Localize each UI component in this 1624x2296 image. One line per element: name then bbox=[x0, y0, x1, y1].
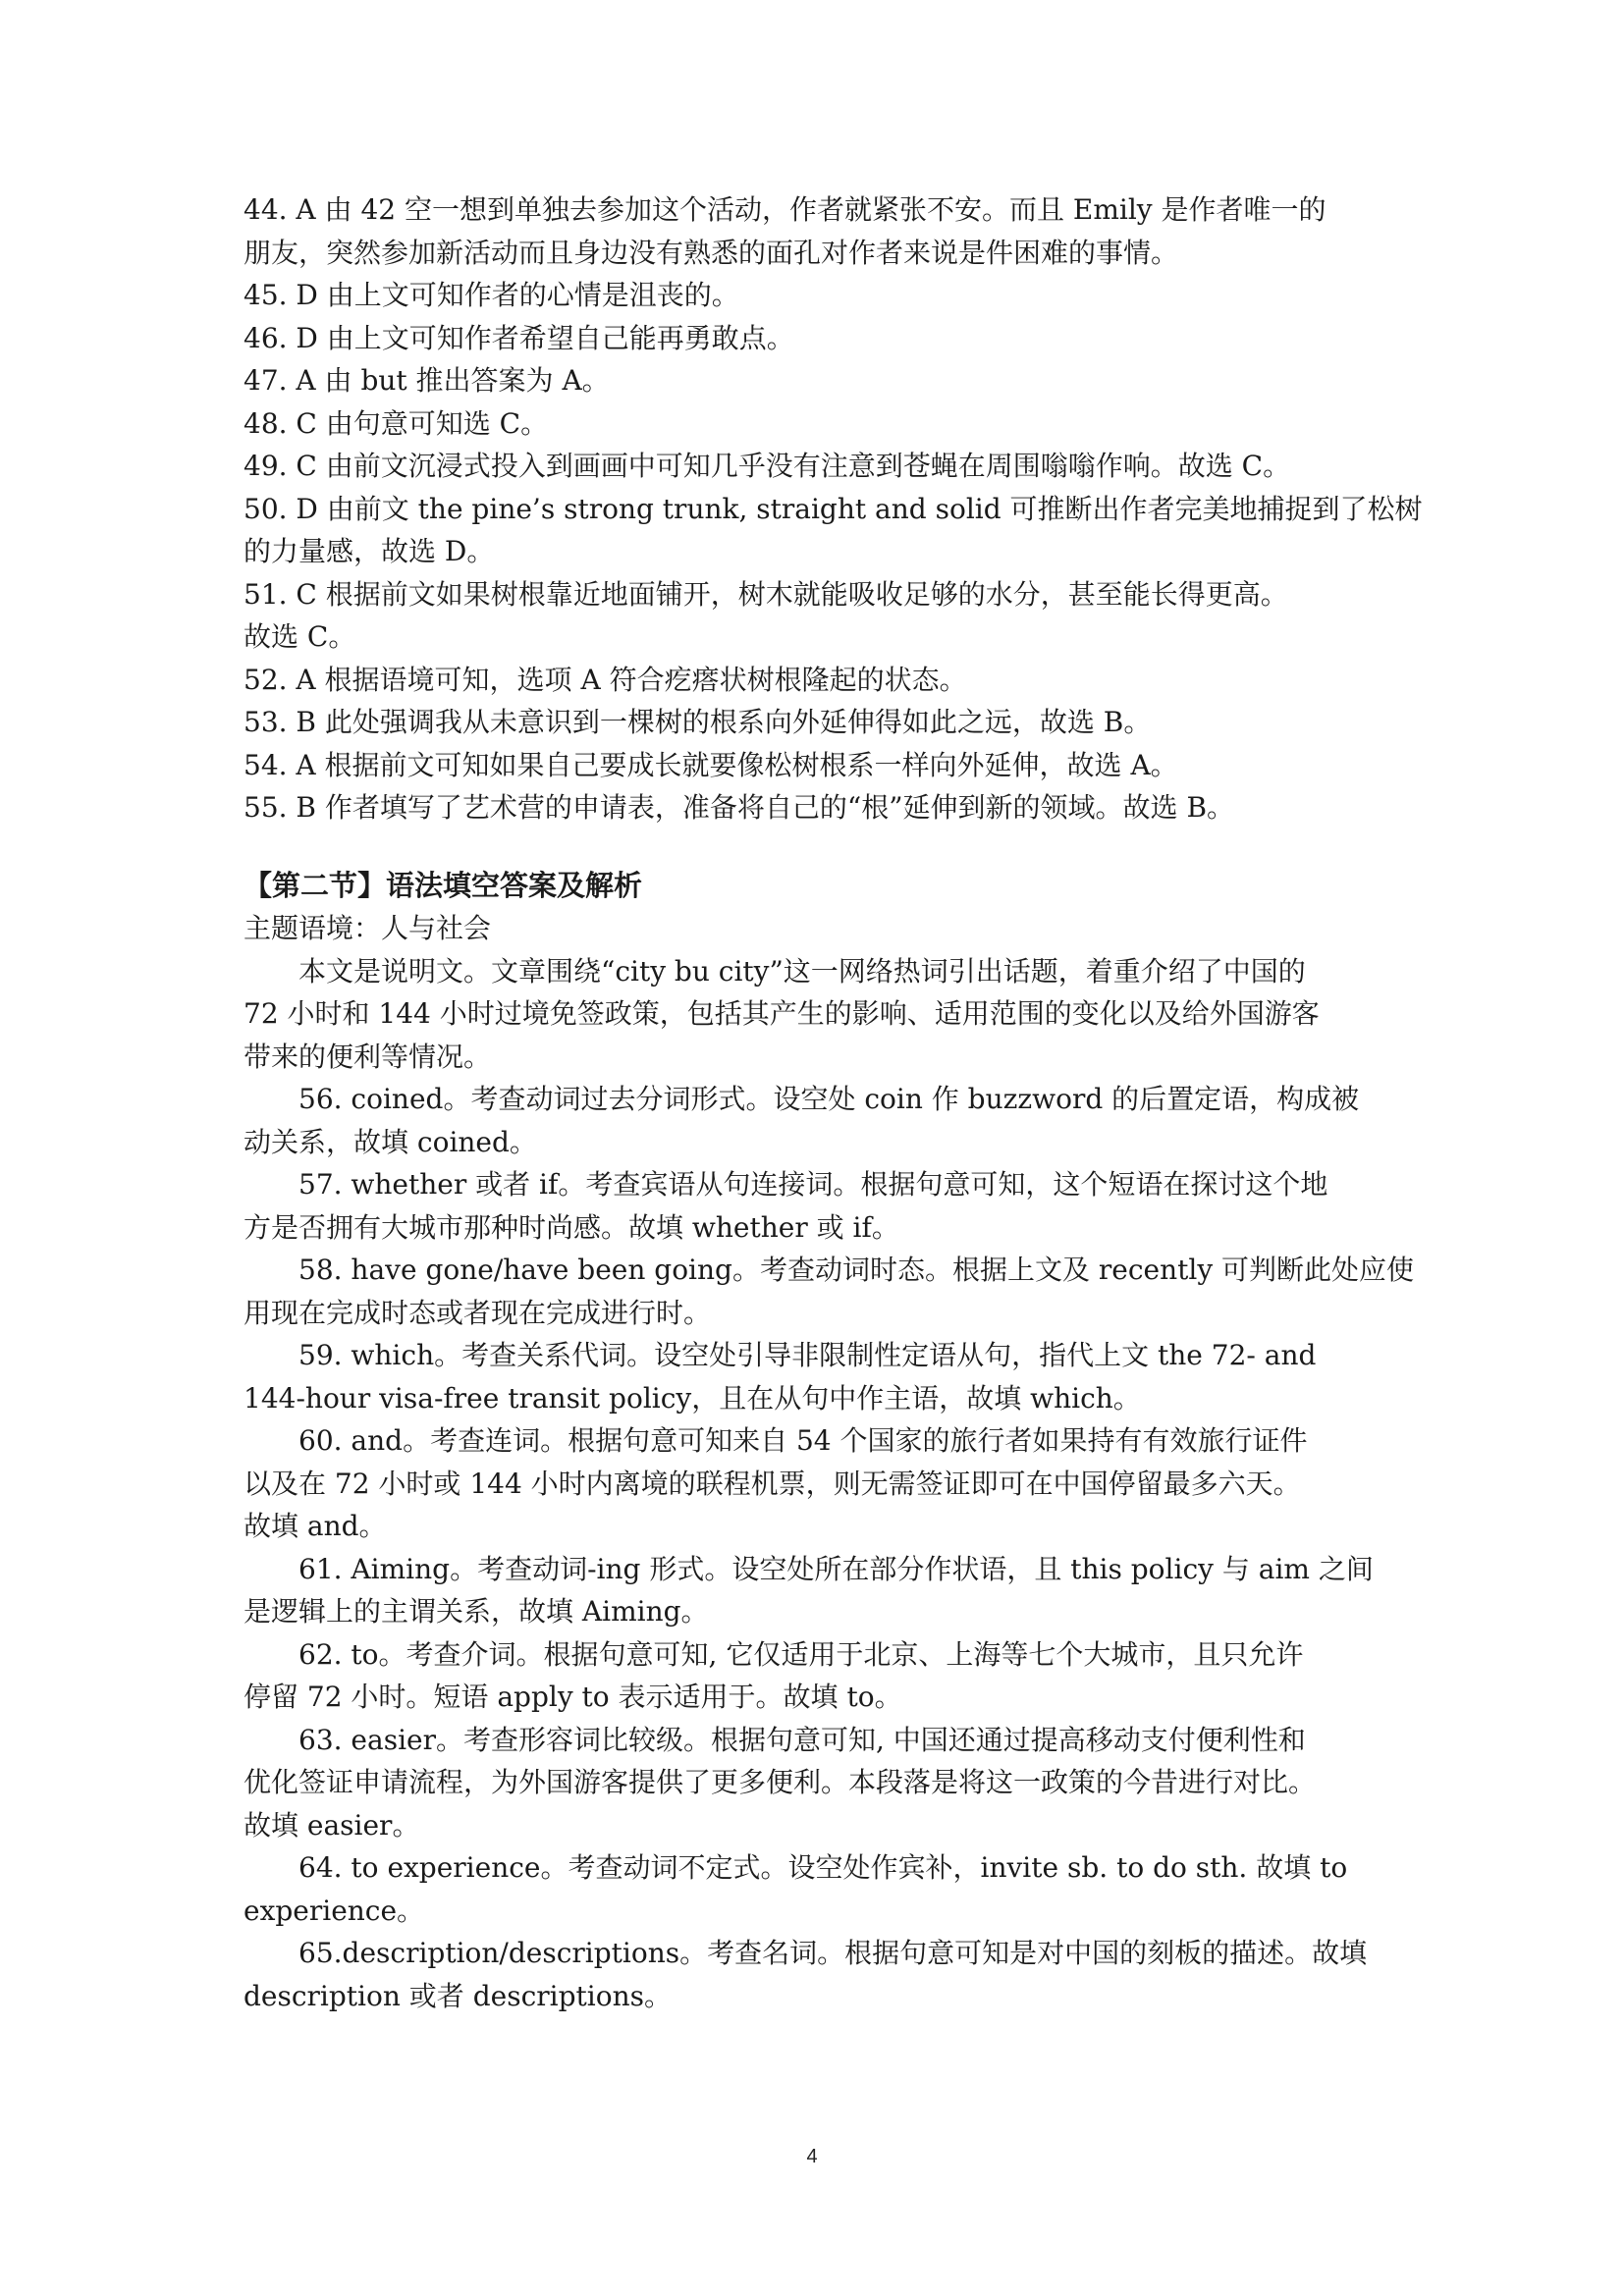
grammar-item-56 bbox=[244, 1078, 1392, 1163]
page-content bbox=[244, 188, 1423, 2017]
grammar-line: 58. have gone/have been going。考查动词时态。根据上文及 recently 可判断此处应使 bbox=[298, 1254, 1415, 1286]
answer-item-54 bbox=[244, 744, 1392, 787]
grammar-line: 停留 72 小时。短语 apply to 表示适用于。故填 to。 bbox=[244, 1681, 902, 1713]
grammar-line: 方是否拥有大城市那种时尚感。故填 whether 或 if。 bbox=[244, 1210, 899, 1244]
answer-line: 45. D 由上文可知作者的心情是沮丧的。 bbox=[244, 279, 739, 311]
grammar-line: 56. coined。考查动词过去分词形式。设空处 coin 作 buzzword 的后置定语，构成被 bbox=[298, 1083, 1360, 1115]
answer-line: 53. B 此处强调我从未意识到一棵树的根系向外延伸得如此之远，故选 B。 bbox=[244, 706, 1152, 738]
theme-line: 主题语境：人与社会 bbox=[244, 912, 492, 944]
grammar-line: 57. whether 或者 if。考查宾语从句连接词。根据句意可知，这个短语在探讨这个地 bbox=[298, 1168, 1328, 1201]
grammar-item-64 bbox=[244, 1846, 1392, 1932]
grammar-line: 故填 easier。 bbox=[244, 1808, 420, 1842]
answer-item-45 bbox=[244, 274, 1392, 317]
answer-line: 47. A 由 but 推出答案为 A。 bbox=[244, 364, 610, 397]
grammar-item-59 bbox=[244, 1334, 1392, 1419]
grammar-line: 64. to experience。考查动词不定式。设空处作宾补，invite sb. to do sth. 故填 to bbox=[298, 1851, 1348, 1884]
grammar-line: 优化签证申请流程，为外国游客提供了更多便利。本段落是将这一政策的今昔进行对比。 bbox=[244, 1766, 1317, 1798]
answer-line: 46. D 由上文可知作者希望自己能再勇敢点。 bbox=[244, 321, 794, 354]
grammar-item-57 bbox=[244, 1163, 1392, 1249]
intro-line: 本文是说明文。文章围绕“city bu city”这一网络热词引出话题，着重介绍了中国的 bbox=[298, 954, 1306, 988]
intro-paragraph bbox=[244, 950, 1392, 1079]
answer-line: 54. A 根据前文可知如果自己要成长就要像松树根系一样向外延伸，故选 A。 bbox=[244, 748, 1178, 781]
answer-item-49 bbox=[244, 445, 1392, 488]
answer-line: 50. D 由前文 the pine’s strong trunk, straight and solid 可推断出作者完美地捕捉到了松树 bbox=[244, 492, 1423, 525]
grammar-line: 62. to。考查介词。根据句意可知, 它仅适用于北京、上海等七个大城市，且只允许 bbox=[298, 1637, 1304, 1671]
grammar-line: 144-hour visa-free transit policy，且在从句中作主语，故填 which。 bbox=[244, 1381, 1141, 1415]
answer-line: 48. C 由句意可知选 C。 bbox=[244, 406, 549, 440]
intro-line: 72 小时和 144 小时过境免签政策，包括其产生的影响、适用范围的变化以及给外国游客 bbox=[244, 997, 1320, 1030]
answer-line: 51. C 根据前文如果树根靠近地面铺开，树木就能吸收足够的水分，甚至能长得更高。 bbox=[244, 577, 1288, 611]
answer-item-55 bbox=[244, 786, 1392, 829]
grammar-line: 65.description/descriptions。考查名词。根据句意可知是对中国的刻板的描述。故填 bbox=[298, 1937, 1368, 1969]
answer-item-48 bbox=[244, 402, 1392, 446]
answer-line: 52. A 根据语境可知，选项 A 符合疙瘩状树根隆起的状态。 bbox=[244, 663, 967, 696]
answer-item-47 bbox=[244, 359, 1392, 402]
grammar-line: 以及在 72 小时或 144 小时内离境的联程机票，则无需签证即可在中国停留最多六天。 bbox=[244, 1467, 1301, 1500]
answer-line: 49. C 由前文沉浸式投入到画画中可知几乎没有注意到苍蝇在周围嗡嗡作响。故选 C。 bbox=[244, 450, 1291, 482]
answer-item-53 bbox=[244, 701, 1392, 744]
part1-answer-list bbox=[244, 188, 1423, 829]
grammar-item-60 bbox=[244, 1419, 1392, 1548]
answer-item-52 bbox=[244, 659, 1392, 702]
grammar-item-61 bbox=[244, 1548, 1392, 1633]
answer-item-50 bbox=[244, 488, 1423, 573]
grammar-line: 故填 and。 bbox=[244, 1510, 387, 1542]
grammar-line: 用现在完成时态或者现在完成进行时。 bbox=[244, 1296, 712, 1329]
answer-line: 55. B 作者填写了艺术营的申请表，准备将自己的“根”延伸到新的领域。故选 B。 bbox=[244, 791, 1235, 824]
grammar-item-63 bbox=[244, 1719, 1392, 1847]
answer-item-51 bbox=[244, 573, 1392, 659]
grammar-line: experience。 bbox=[244, 1894, 425, 1927]
grammar-line: 是逻辑上的主谓关系，故填 Aiming。 bbox=[244, 1595, 709, 1628]
grammar-item-65 bbox=[244, 1932, 1392, 2017]
grammar-line: description 或者 descriptions。 bbox=[244, 1979, 672, 2012]
answer-item-46 bbox=[244, 317, 1392, 360]
page-number: 4 bbox=[806, 2146, 818, 2167]
grammar-line: 动关系，故填 coined。 bbox=[244, 1125, 537, 1158]
grammar-line: 60. and。考查连词。根据句意可知来自 54 个国家的旅行者如果持有有效旅行证件 bbox=[298, 1424, 1308, 1457]
answer-line: 故选 C。 bbox=[244, 620, 356, 653]
answer-item-44 bbox=[244, 188, 1392, 274]
answer-line: 朋友，突然参加新活动而且身边没有熟悉的面孔对作者来说是件困难的事情。 bbox=[244, 236, 1179, 269]
section2 bbox=[244, 865, 1415, 2018]
grammar-line: 63. easier。考查形容词比较级。根据句意可知, 中国还通过提高移动支付便利性和 bbox=[298, 1723, 1306, 1756]
intro-line: 带来的便利等情况。 bbox=[244, 1040, 492, 1073]
grammar-line: 59. which。考查关系代词。设空处引导非限制性定语从句，指代上文 the 72- and bbox=[298, 1339, 1317, 1371]
answer-line: 44. A 由 42 空一想到单独去参加这个活动，作者就紧张不安。而且 Emily 是作者唯一的 bbox=[244, 193, 1326, 226]
grammar-item-62 bbox=[244, 1633, 1392, 1719]
grammar-item-58 bbox=[244, 1249, 1415, 1334]
answer-line: 的力量感，故选 D。 bbox=[244, 535, 495, 567]
section-heading: 【第二节】语法填空答案及解析 bbox=[244, 868, 643, 902]
grammar-line: 61. Aiming。考查动词-ing 形式。设空处所在部分作状语，且 this policy 与 aim 之间 bbox=[298, 1552, 1374, 1585]
